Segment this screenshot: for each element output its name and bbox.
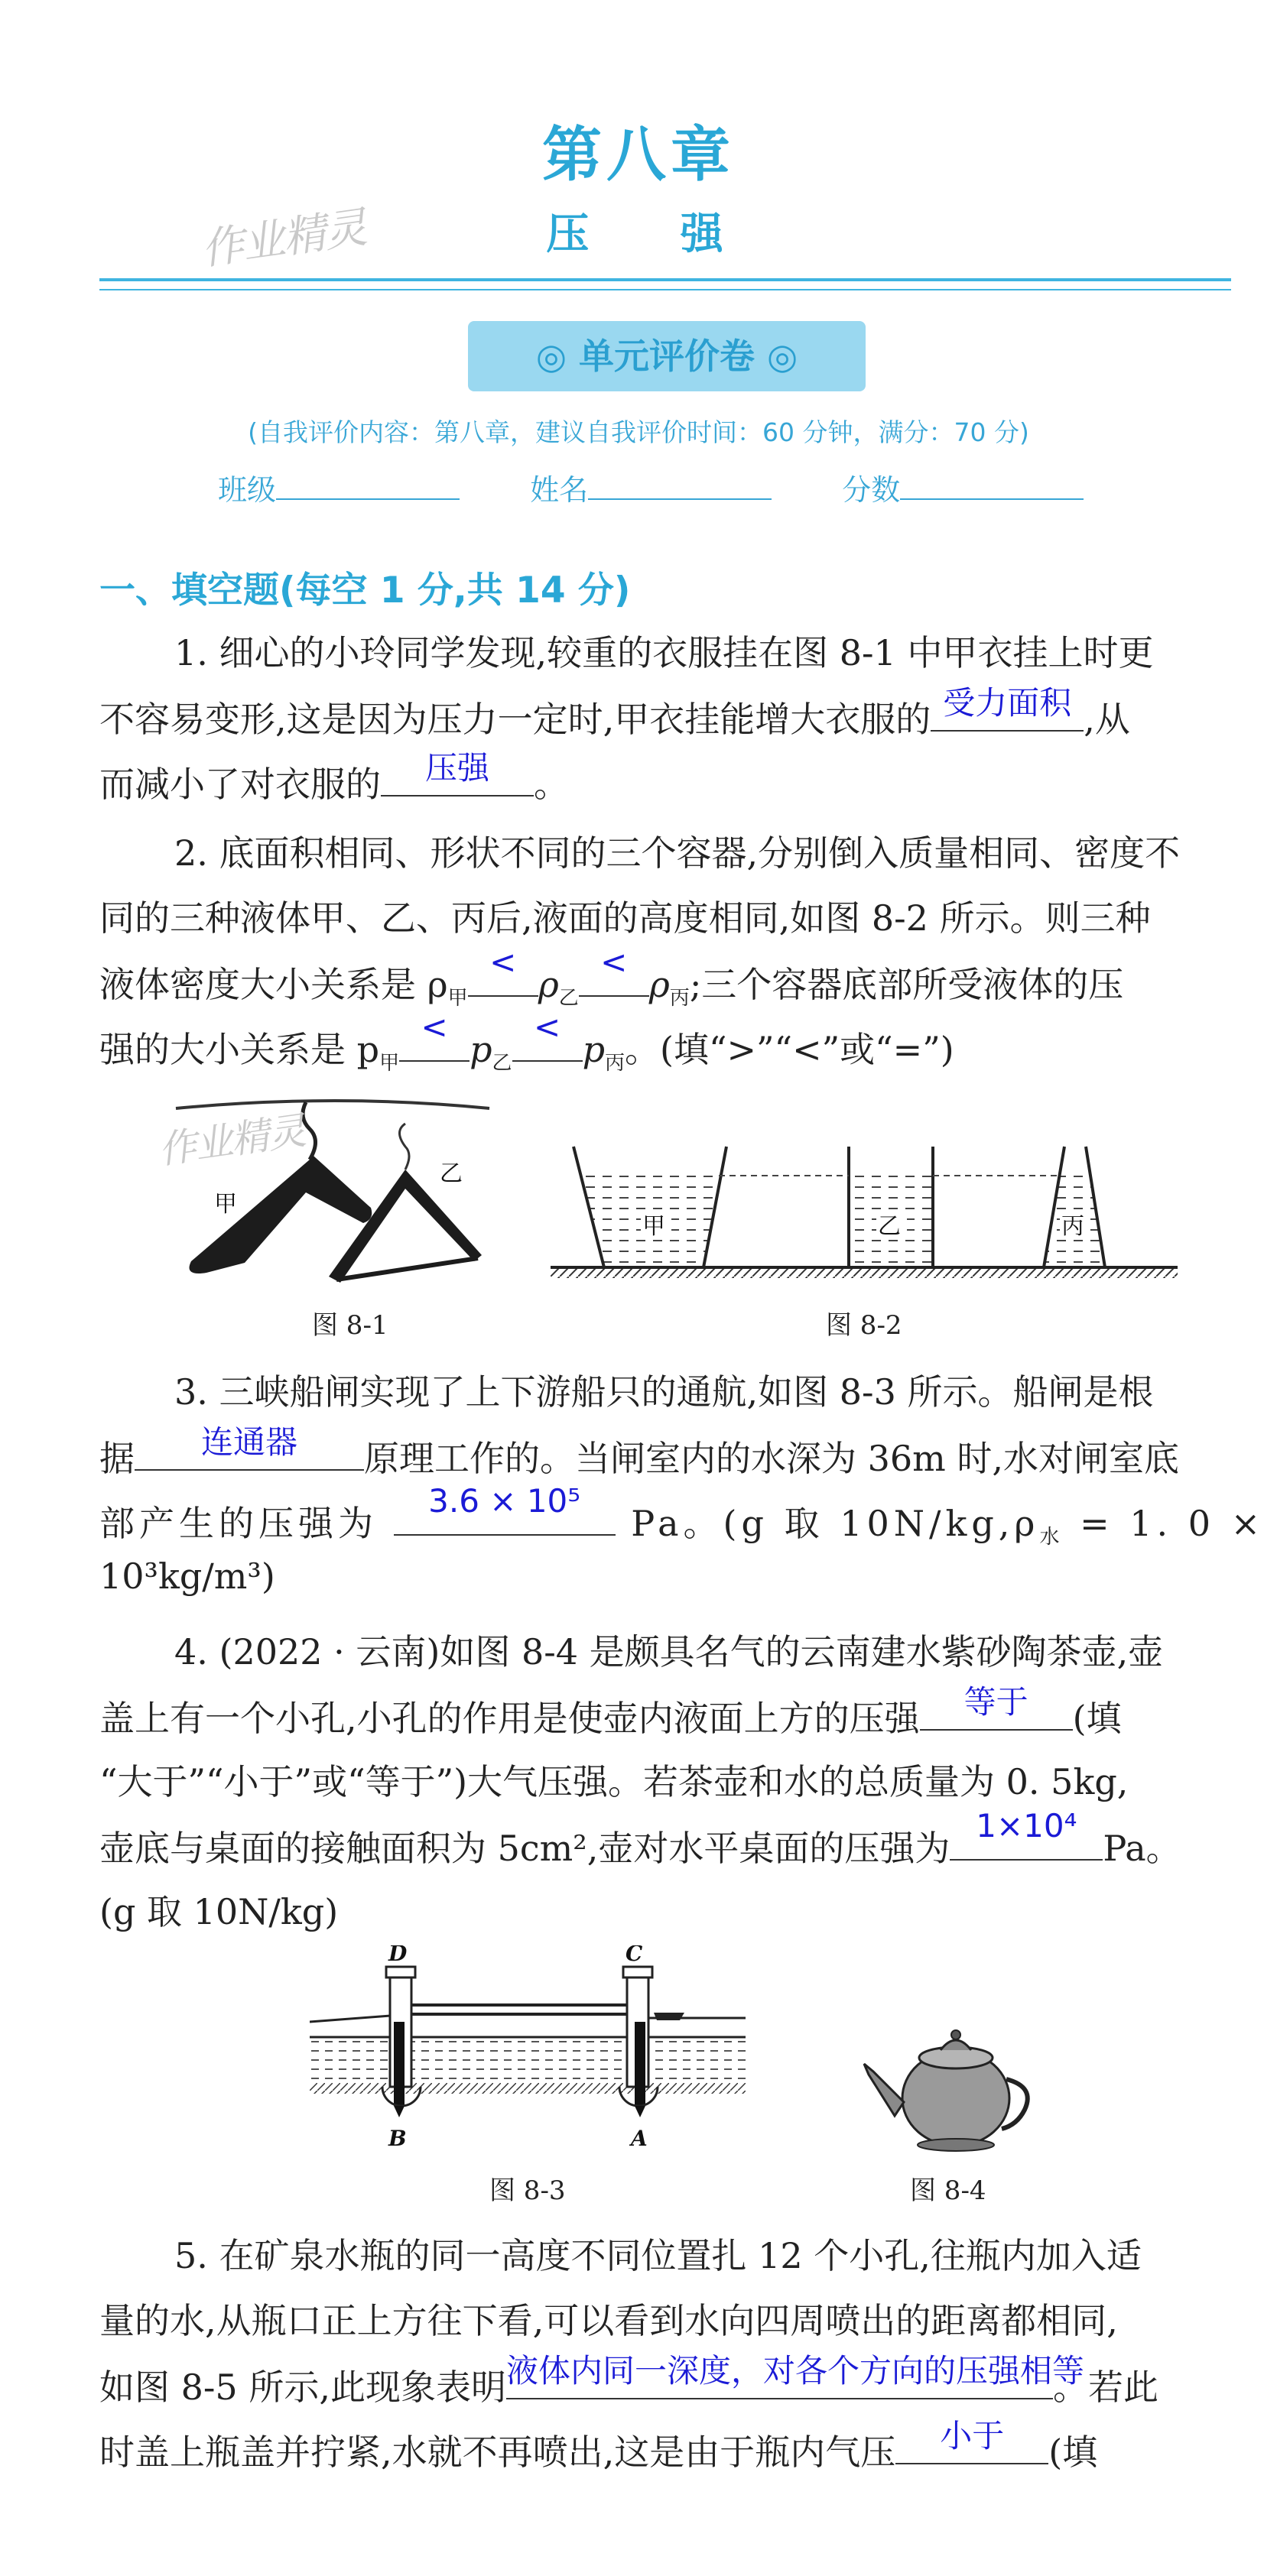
q4-line3: “大于”“小于”或“等于”)大气压强。若茶壶和水的总质量为 0. 5kg, — [99, 1761, 1129, 1802]
fig1-label-jia: 甲 — [214, 1191, 237, 1218]
figure-8-1-caption: 图 8-1 — [312, 1310, 388, 1341]
figure-8-4-teapot — [856, 2018, 1040, 2156]
figure-8-3-ship-lock — [310, 1945, 753, 2152]
q3-blank2[interactable] — [394, 1482, 616, 1536]
q5-answer1: 液体内同一深度，对各个方向的压强相等 — [505, 2352, 1084, 2389]
fig2-label-yi: 乙 — [878, 1213, 901, 1240]
q2-line3: 液体密度大小关系是 $\rho_甲$ < $\rho_乙$ < $\rho_丙$;三个容器底部所受液体的压 — [99, 943, 1124, 1011]
class-label: 班级 — [218, 473, 277, 507]
figure-8-3-caption: 图 8-3 — [489, 2175, 566, 2206]
fig3-label-a: A — [631, 2126, 648, 2151]
fig2-label-bing: 丙 — [1061, 1213, 1084, 1240]
fig3-label-c: C — [626, 1945, 643, 1966]
q1-answer2: 压强 — [424, 749, 489, 787]
q4-line5: (g 取 10N/kg) — [99, 1891, 339, 1932]
q4-blank2[interactable] — [950, 1807, 1103, 1861]
q5-blank2[interactable] — [895, 2417, 1048, 2464]
score-blank[interactable] — [900, 475, 1084, 500]
student-fields — [218, 466, 1145, 508]
q1-blank1[interactable] — [931, 684, 1084, 732]
watermark-logo-2: 作业精灵 — [155, 1108, 307, 1173]
fig2-label-jia: 甲 — [642, 1213, 665, 1240]
q2-blank3[interactable] — [399, 1008, 470, 1062]
q1-line2: 不容易变形,这是因为压力一定时,甲衣挂能增大衣服的 受力面积 ,从 — [99, 690, 1130, 742]
name-blank[interactable] — [588, 475, 772, 500]
fig3-label-b: B — [388, 2126, 407, 2151]
q1-line3: 而减小了对衣服的 压强 。 — [99, 755, 569, 807]
q4-line1: 4. (2022 · 云南)如图 8-4 是颇具名气的云南建水紫砂陶茶壶,壶 — [174, 1631, 1164, 1672]
q4-line2: 盖上有一个小孔,小孔的作用是使壶内液面上方的压强 等于 (填 — [99, 1689, 1122, 1741]
figure-8-2-caption: 图 8-2 — [826, 1310, 902, 1341]
section-title: 一、填空题(每空 1 分,共 14 分) — [99, 569, 631, 612]
q1-blank2[interactable] — [381, 749, 534, 796]
header-divider-thin — [99, 289, 1231, 290]
unit-banner: ◎ 单元评价卷 ◎ — [468, 321, 866, 391]
q5-blank1[interactable] — [505, 2352, 1084, 2399]
q3-answer2: 3.6 × 10⁵ — [428, 1482, 581, 1520]
q2-answer2: < — [600, 943, 628, 981]
chapter-title: 第八章 — [541, 121, 735, 190]
fig1-label-yi: 乙 — [440, 1160, 463, 1187]
score-label: 分数 — [842, 473, 901, 507]
q1-line1: 1. 细心的小玲同学发现,较重的衣服挂在图 8-1 中甲衣挂上时更 — [174, 632, 1154, 673]
q5-line4: 时盖上瓶盖并拧紧,水就不再喷出,这是由于瓶内气压 小于 (填 — [99, 2423, 1097, 2475]
topic-title: 压 强 — [546, 209, 762, 259]
q2-line1: 2. 底面积相同、形状不同的三个容器,分别倒入质量相同、密度不 — [174, 832, 1181, 874]
q2-answer4: < — [533, 1008, 561, 1046]
fig3-label-d: D — [388, 1945, 408, 1966]
q3-line2: 据 连通器 原理工作的。当闸室内的水深为 36m 时,水对闸室底 — [99, 1429, 1179, 1481]
figure-8-2-containers — [551, 1139, 1185, 1292]
q4-answer2: 1×10⁴ — [976, 1807, 1077, 1844]
q2-line2: 同的三种液体甲、乙、丙后,液面的高度相同,如图 8-2 所示。则三种 — [99, 897, 1151, 939]
watermark-logo: 作业精灵 — [198, 203, 369, 275]
header-divider — [99, 278, 1231, 281]
q5-line1: 5. 在矿泉水瓶的同一高度不同位置扎 12 个小孔,往瓶内加入适 — [174, 2235, 1142, 2276]
q5-line3: 如图 8-5 所示,此现象表明 液体内同一深度，对各个方向的压强相等 。若此 — [99, 2358, 1158, 2410]
q4-answer1: 等于 — [963, 1683, 1028, 1721]
q2-blank2[interactable] — [579, 943, 649, 997]
q2-blank4[interactable] — [512, 1008, 583, 1062]
q2-blank1[interactable] — [468, 943, 538, 997]
q3-answer1: 连通器 — [200, 1423, 297, 1461]
class-blank[interactable] — [276, 475, 460, 500]
q3-line4: 10³kg/m³) — [99, 1556, 275, 1597]
q3-line1: 3. 三峡船闸实现了上下游船只的通航,如图 8-3 所示。船闸是根 — [174, 1371, 1154, 1413]
q3-blank1[interactable] — [135, 1423, 364, 1471]
figure-8-4-caption: 图 8-4 — [910, 2175, 986, 2206]
evaluation-info: (自我评价内容：第八章，建议自我评价时间：60 分钟，满分：70 分) — [248, 417, 1029, 447]
q4-line4: 壶底与桌面的接触面积为 5cm²,壶对水平桌面的压强为 1×10⁴ Pa。 — [99, 1807, 1181, 1869]
q5-answer2: 小于 — [940, 2417, 1005, 2454]
q5-line2: 量的水,从瓶口正上方往下看,可以看到水向四周喷出的距离都相同, — [99, 2300, 1118, 2341]
q2-answer3: < — [421, 1008, 448, 1046]
q2-answer1: < — [489, 943, 517, 981]
q4-blank1[interactable] — [920, 1683, 1073, 1731]
q3-line3: 部产生的压强为 3.6 × 10⁵ Pa。(g 取 $10N/kg,\rho_水 = 1$. 0 × — [99, 1482, 1266, 1549]
q2-line4: 强的大小关系是 $p_甲$ < $p_乙$ < $p_丙$。(填“>”“<”或“=”) — [99, 1008, 954, 1075]
name-label: 姓名 — [530, 473, 589, 507]
q1-answer1: 受力面积 — [943, 684, 1072, 722]
